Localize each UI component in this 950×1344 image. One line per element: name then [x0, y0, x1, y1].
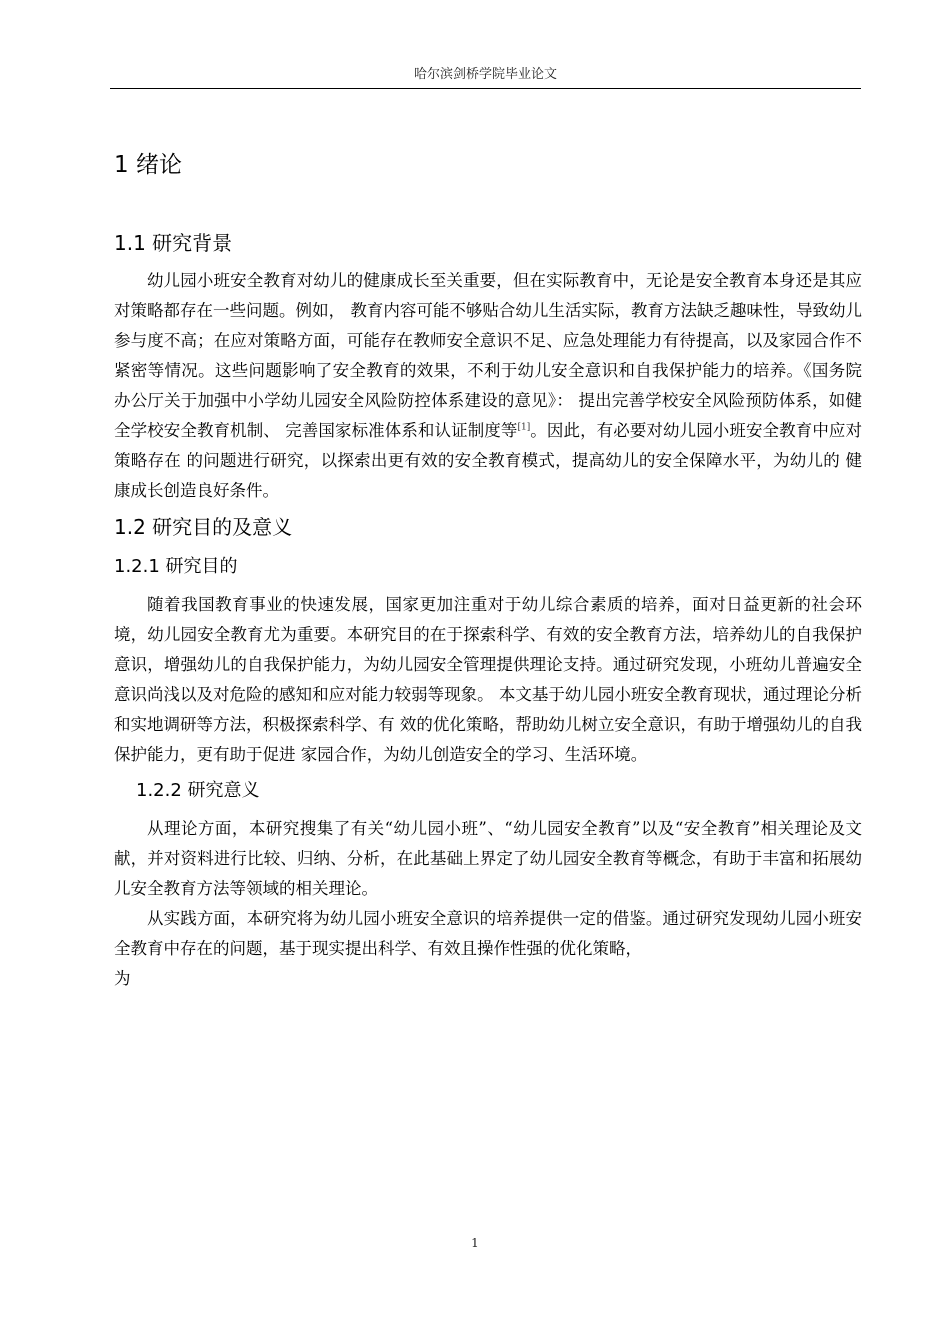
subsection-title-1-2-2: 1.2.2 研究意义 [136, 780, 260, 801]
page-number: 1 [471, 1236, 479, 1250]
paragraph-research-background [114, 266, 862, 506]
paragraph-practice-significance: 从实践方面，本研究将为幼儿园小班安全意识的培养提供一定的借鉴。通过研究发现幼儿园小班安全教育中存在的问题，基于现实提出科学、有效且操作性强的优化策略， [114, 909, 862, 958]
chapter-title: 1 绪论 [114, 152, 182, 178]
header-divider [110, 88, 861, 89]
section-title-1-2: 1.2 研究目的及意义 [114, 515, 293, 539]
paragraph-practice-tail: 为 [114, 969, 131, 988]
background-text-part1: 幼儿园小班安全教育对幼儿的健康成长至关重要，但在实际教育中，无论是安全教育本身还是其应对策略都存在一些问题。例如， 教育内容可能不够贴合幼儿生活实际，教育方法缺乏趣味性，导致幼儿参与度不高；在应对策略方面，可能存在教师安全意识不足、应急处理能力有待提高，以及家园合作不紧密等情况。这些问题影响了安全教育的效果，不利于幼儿安全意识和自我保护能力的培养。《国务院办公厅关于加强中小学幼儿园安全风险防控体系建设的意见》： 提出完善学校安全风险预防体系，如健全学校安全教育机制、 完善国家标准体系和认证制度等 [114, 271, 862, 440]
subsection-title-1-2-1: 1.2.1 研究目的 [114, 556, 238, 577]
paragraph-research-purpose: 随着我国教育事业的快速发展，国家更加注重对于幼儿综合素质的培养，面对日益更新的社会环境，幼儿园安全教育尤为重要。本研究目的在于探索科学、有效的安全教育方法，培养幼儿的自我保护意识，增强幼儿的自我保护能力，为幼儿园安全管理提供理论支持。通过研究发现，小班幼儿普遍安全意识尚浅以及对危险的感知和应对能力较弱等现象。 本文基于幼儿园小班安全教育现状，通过理论分析和实地调研等方法，积极探索科学、有 效的优化策略，帮助幼儿树立安全意识，有助于增强幼儿的自我保护能力，更有助于促进 家园合作，为幼儿创造安全的学习、生活环境。 [114, 595, 862, 764]
background-text-part2: 。因此，有必要对幼儿园小班安全教育中应对策略存在 的问题进行研究，以探索出更有效的安全教育模式，提高幼儿的安全保障水平，为幼儿的 健康成长创造良好条件。 [114, 421, 862, 500]
running-header: 哈尔滨剑桥学院毕业论文 [413, 67, 557, 82]
citation-ref: [1] [517, 422, 531, 433]
paragraph-theory-significance: 从理论方面，本研究搜集了有关“幼儿园小班”、“幼儿园安全教育”以及“安全教育”相关理论及文献，并对资料进行比较、归纳、分析，在此基础上界定了幼儿园安全教育等概念，有助于丰富和拓展幼儿安全教育方法等领域的相关理论。 [114, 819, 862, 898]
section-title-1-1: 1.1 研究背景 [114, 231, 233, 255]
page-body [114, 140, 862, 994]
